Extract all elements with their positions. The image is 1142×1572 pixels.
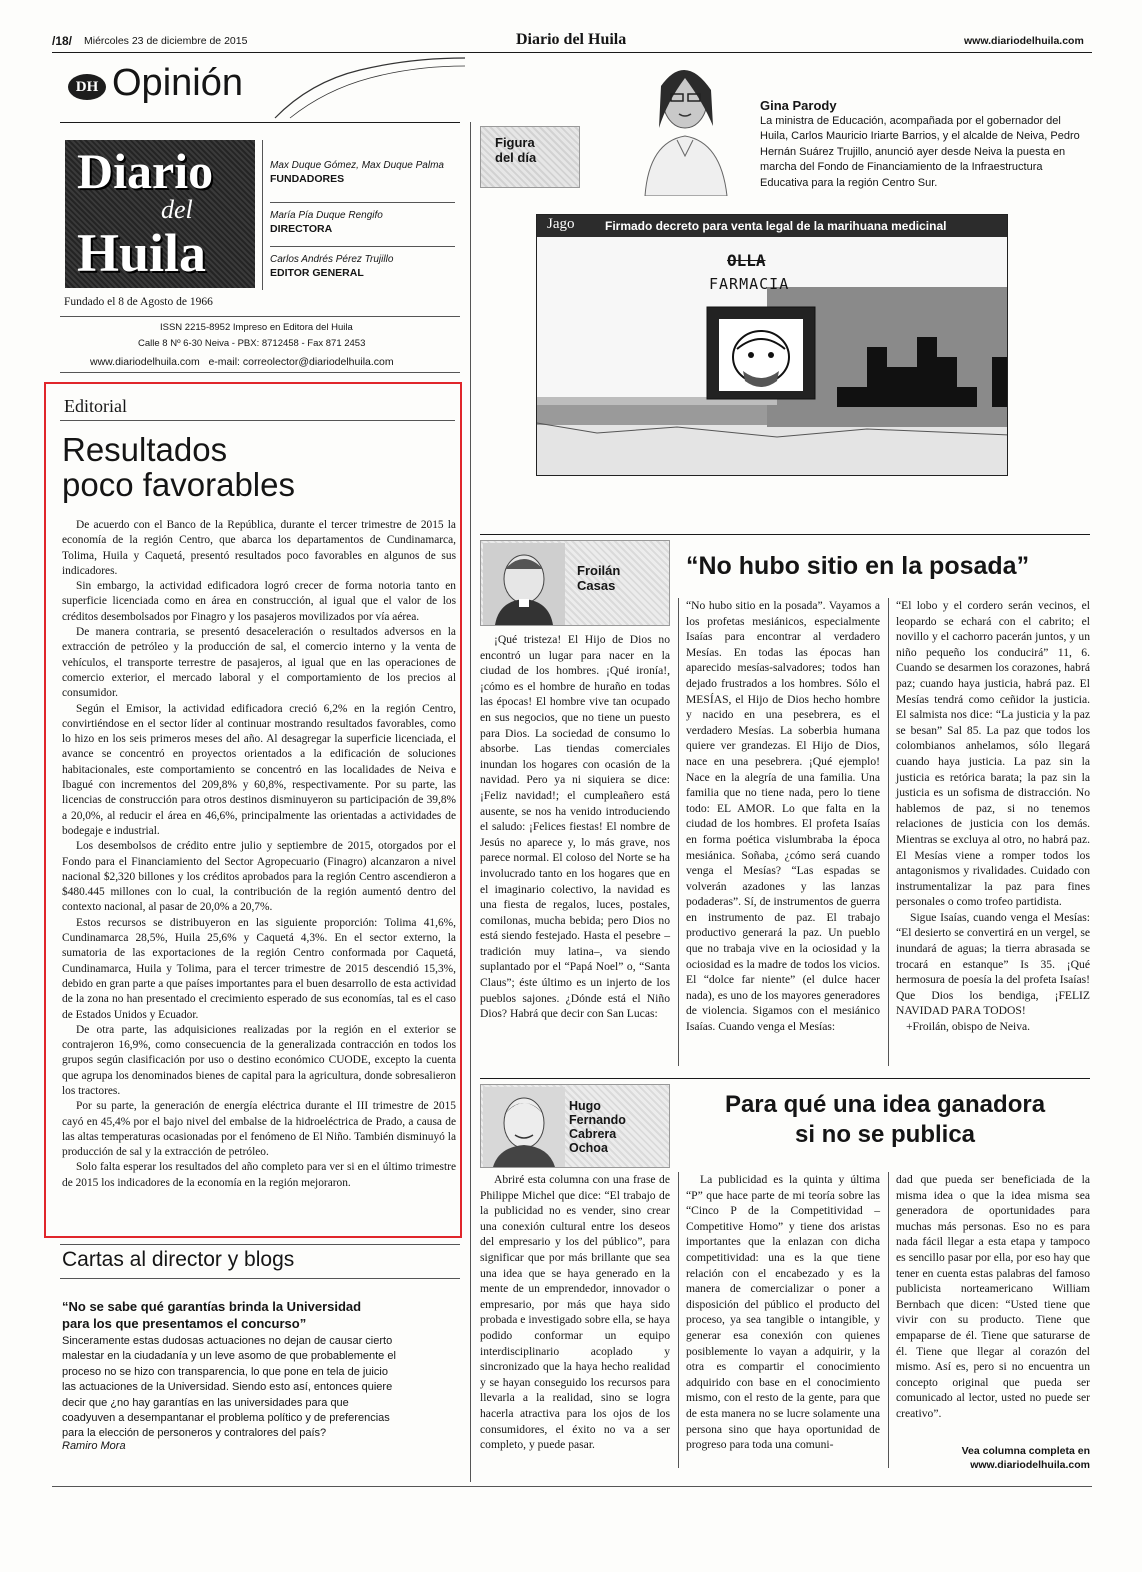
- cartoon-sign-new: FARMACIA: [709, 275, 790, 293]
- staff-director: [270, 210, 460, 254]
- froilan-signoff: +Froilán, obispo de Neiva.: [906, 1020, 1031, 1034]
- froilan-author-box: [480, 540, 670, 626]
- masthead-contact[interactable]: www.diariodelhuila.com e-mail: correolector@diariodelhuila.com: [90, 356, 394, 368]
- cabrera-author-box: [480, 1084, 670, 1168]
- cartoon-author: Jago: [547, 216, 575, 232]
- logo-line-diario: Diario: [77, 143, 214, 199]
- cartas-headline: “No se sabe qué garantías brinda la Universidad para los que presentamos el concurso”: [62, 1299, 362, 1331]
- cartas-section-title: Cartas al director y blogs: [62, 1248, 295, 1271]
- editorial-kicker: Editorial: [64, 396, 127, 416]
- cartoon-title: Firmado decreto para venta legal de la marihuana medicinal: [605, 219, 947, 233]
- staff-role: FUNDADORES: [270, 173, 345, 185]
- editorial-paragraph: Solo falta esperar los resultados del año completo para ver si en el último trimestre de 2015 los indicadores de la economía en la región mejoraron.: [62, 1161, 456, 1189]
- cabrera-col-b: La publicidad es la quinta y última “P” que hace parte de mi teoría sobre las “Cinco P de la Competitividad – Competitive Homo” y tiene dos aristas importantes que la enlazan con dicha competitividad: una es la que tiene relación con el encabezado y es la manera de comercializar o poner a disposición del público el producto del proceso, ya sea tangible o intangible, y generar esa conexión con quienes posiblemente lo vayan a adquirir, y la otra es compartir el conocimiento adquirido con base en el conocimiento mismo, con el resto de la gente, para que de esta manera no se lucre solamente una persona sino que haya oportunidad de progreso para toda una comuni-: [686, 1173, 880, 1452]
- editorial-paragraph: De acuerdo con el Banco de la República, durante el tercer trimestre de 2015 la economía de la región Centro, que abarca los departamentos de Cundinamarca, Tolima, Huila y Caquetá, presentó resultados poco favorables en algunos de sus indicadores.: [62, 519, 456, 577]
- figura-photo: [615, 56, 755, 196]
- cabrera-author-name: Hugo Fernando Cabrera Ochoa: [569, 1099, 626, 1155]
- cabrera-photo: [483, 1087, 565, 1167]
- editorial-paragraph: Por su parte, la generación de energía eléctrica durante el III trimestre de 2015 cayó en 45,4% por el bajo nivel del embalse de la hidroeléctrica de Prado, a causa de las altas temperaturas ocasionadas por el fenómeno de El Niño. También disminuyó la producción de sal y la extracción de petróleo.: [62, 1100, 456, 1159]
- froilan-col-b: “No hubo sitio en la posada”. Vayamos a los profetas mesiánicos, especialmente Isaías para encontrar al verdadero Mesías. En todas las épocas han aparecido mesías-salvadores; todos han dejado frustrados a los hombres. Sólo el MESÍAS, el Hijo de Dios hecho hombre y nacido en una pesebrera, es el verdadero Mesías. La soberbia humana quiere ver grandezas. El Hijo de Dios, nace en una pesebrera. ¡Qué ejemplo! Nace en la alegría de una familia. Una familia que no tiene nada, pero lo tiene todo: EL AMOR. Lo que falta en la ciudad de los hombres. El profeta Isaías en forma poética vislumbraba la época mesiánica. Soñaba, ¿cómo será cuando venga el Mesías? “Las espadas se volverán azadones y las lanzas podaderas”. Sí, de instrumentos de guerra en instrumento de paz. El trabajo productivo generará la paz. Un pueblo que no trabaja vive en la ociosidad y la ociosidad es la madre de todos los vicios. El “dolce far niente” (el dulce hacer nada), es uno de los mayores generadores de violencia. Sigamos con el mesiánico Isaías. Cuando venga el Mesías:: [686, 599, 880, 1034]
- logo-line-del: del: [161, 195, 193, 224]
- froilan-author-name: Froilán Casas: [577, 563, 621, 593]
- staff-editor: [270, 254, 460, 279]
- section-title: Opinión: [112, 62, 243, 104]
- staff-names: Carlos Andrés Pérez Trujillo: [270, 254, 394, 265]
- cartoon-drawing: [537, 237, 1008, 476]
- editorial-paragraph: Según el Emisor, la actividad edificadora creció 6,2% en la región Centro, convirtiéndose en el sector líder al continuar mostrando resultados favorables, como lo hizo en los seis primeros meses del año. Al desagregar la superficie licenciada, el avance se concentró en proyectos orientados a la edificación de soluciones habitacionales, este comportamiento se concentró en las localidades de Neiva e Ibagué con incrementos del 209,8% y 60,8%, respectivamente. Por su parte, las licencias de construcción para otros destinos disminuyeron su participación de 39,8% a 20,0%, al reducir el área en 46,6%, principalmente las orientadas a actividades de bodegaje e industrial.: [62, 702, 456, 837]
- figura-text: La ministra de Educación, acompañada por el gobernador del Huila, Carlos Mauricio Iriarte Barrios, y el alcalde de Neiva, Pedro Hernán Suárez Trujillo, anunció ayer desde Neiva la puesta en marcha del Fondo de Financiamiento de la Infraestructura Educativa para la región Centro Sur.: [760, 115, 1080, 189]
- cabrera-headline: Para qué una idea ganadora si no se publica: [724, 1091, 1046, 1148]
- masthead-founded: Fundado el 8 de Agosto de 1966: [64, 296, 213, 308]
- figura-name: Gina Parody: [760, 98, 837, 113]
- editorial-headline: Resultados poco favorables: [62, 431, 295, 503]
- staff-names: María Pía Duque Rengifo: [270, 210, 383, 221]
- froilan-col-c: “El lobo y el cordero serán vecinos, el leopardo se echará con el cabrito; el novillo y el cachorro pacerán juntos, y un niño pequeño los conducirá” 11, 6. Cuando se desarmen los corazones, habrá paz; cuando haya justicia, habrá paz. El Mesías tendrá como ceñidor la justicia. El salmista nos dice: “La justicia y la paz se besan” Sal 85. La paz que todos los colombianos anhelamos, sólo llegará cuando haya justicia. La paz sin la justicia es retórica barata; la paz sin la justicia es un sofisma de distracción. No hablemos de paz, si no tenemos relaciones de justicia con los demás. Mientras se excluya al otro, no habrá paz. El Mesías viene a romper todos los antagonismos y rivalidades. Cuidado con instrumentalizar la paz para fines personales o como trofeo partidista. Sigue Isaías, cuando venga el Mesías: “El desierto se convertirá en un vergel, se inundará de aguas; la tierra abrasada se trocará en estanque” Is 35. ¡Qué hermosura de poesía la del profeta Isaías! Que Dios los bendiga, ¡FELIZ NAVIDAD PARA TODOS! +Froilán, obispo de Neiva.: [896, 599, 1090, 1034]
- editorial-paragraph: De manera contraria, se presentó desaceleración o resultados adversos en la extracción de petróleo y la producción de sal, el comercio interno y la venta de vehículos, el transporte terrestre de pasajeros, al igual que en las operaciones de comercio exterior, el mercado laboral y el comportamiento de los precios al consumidor.: [62, 626, 456, 700]
- staff-role: EDITOR GENERAL: [270, 267, 364, 279]
- header-website[interactable]: www.diariodelhuila.com: [964, 35, 1084, 47]
- section-badge: DH: [68, 74, 106, 100]
- cartas-signature: Ramiro Mora: [62, 1440, 126, 1452]
- masthead-address: Calle 8 Nº 6-30 Neiva - PBX: 8712458 - Fax 871 2453: [138, 338, 366, 349]
- cabrera-col-a: Abriré esta columna con una frase de Philippe Michel que dice: “El trabajo de la publicidad no es vender, sino crear una conexión cultural entre los deseos del empresario y los del público”, para significar que por más brillante que sea una idea que se haya generado en la mente de un emprendedor, innovador o empresario, por más que haya sido probada e investigado sobre ella, se haya podido conformar un equipo interdisciplinario acoplado y sincronizado que la haya hecho realidad y se hayan conseguido los recursos para llevarla a la realidad, sino se logra hacerla atractiva para los ojos de los consumidores, el éxito no va a ser completo, y puede pasar.: [480, 1173, 670, 1452]
- page-header: [52, 31, 1092, 52]
- editorial-paragraph: Sin embargo, la actividad edificadora logró crecer de forma notoria tanto en superficie licenciada como en área en construcción, al igual que el valor de los créditos desembolsados por Finagro y los pasajeros movilizados por vía aérea.: [62, 580, 456, 623]
- editorial-body: [62, 518, 456, 1191]
- editorial-paragraph: Los desembolsos de crédito entre julio y septiembre de 2015, otorgados por el Fondo para el Financiamiento del Sector Agropecuario (Finagro) alcanzaron a nivel nacional $2,320 billones y los créditos aprobados para la región Centro ascendieron a $480.445 millones con lo cual, la contribución de la región aumentó dentro del contexto nacional, al pasar de 20,0% a 20,7%.: [62, 840, 456, 914]
- header-paper-name: Diario del Huila: [516, 31, 627, 48]
- masthead-staff: [270, 160, 460, 279]
- staff-role: DIRECTORA: [270, 223, 333, 235]
- froilan-headline: “No hubo sitio en la posada”: [686, 552, 1030, 580]
- cabrera-more-link[interactable]: Vea columna completa en www.diariodelhuila.com: [961, 1445, 1090, 1471]
- section-swoosh: [270, 52, 470, 122]
- cartoon-title-bar: [537, 215, 1008, 237]
- masthead-logo: [65, 140, 255, 288]
- staff-names: Max Duque Gómez, Max Duque Palma: [270, 160, 444, 171]
- froilan-photo: [483, 543, 565, 625]
- logo-line-huila: Huila: [77, 223, 207, 283]
- page-number: /18/: [52, 34, 73, 48]
- froilan-col-a: ¡Qué tristeza! El Hijo de Dios no encontró un lugar para nacer en la ciudad de los hombres. ¡Qué ironía!, ¡cómo es el hombre de huraño en todas las épocas! El hombre vive tan ocupado en sus negocios, que no tiene un puesto para Dios. La sociedad de consumo lo absorbe. Las tiendas comerciales inundan los hogares con ocasión de la navidad. Pero ya ni siquiera se dice: ¡Feliz navidad!; el cumpleañero está ausente, se nos ha venido introduciendo el saludo: ¡Felices fiestas! El nombre de Jesús no aparece y, lo más grave, nos parece normal. El coloso del Norte se ha involucrado tanto en los hogares que en el imaginario colectivo, la navidad es una fiesta de regalos, luces, postales, comilonas, mucha bebida; pero Dios no está siendo festejado. Hasta el pesebre –tradición muy latina–, va siendo suplantado por el “Papá Noel” o, “Santa Claus”; éste último es un injerto de los pueblos sajones. ¿Dónde está el Niño Dios? Habrá que decir con San Lucas:: [480, 633, 670, 1021]
- cartoon-sign-crossed: OLLA: [727, 251, 766, 270]
- cartoon-frame: [536, 214, 1008, 476]
- figura-label: Figura del día: [480, 126, 580, 188]
- cabrera-col-c: dad que pueda ser beneficiada de la misma idea o que la idea misma sea generadora de oportunidades para muchas más personas. Eso no es para nada fácil llegar a esta etapa y tampoco es sencillo pasar por ella, por eso hay que tener en cuenta estas palabras del famoso publicista norteamericano William Bernbach que dicen: “Usted tiene que vivir con su producto. Tiene que empaparse de él. Tiene que saturarse de él. Tiene que llegar al corazón del mismo. Así es, pero si no encuentra un concepto original que pueda ser comunicado al lector, usted no puede ser creativo”.: [896, 1173, 1090, 1420]
- cartas-body: Sinceramente estas dudosas actuaciones no dejan de causar cierto malestar en la ciudadanía y un leve asomo de que probablemente el proceso no se hizo con transparencia, lo que pone en tela de juicio las actuaciones de la Universidad. Siendo esto así, entonces quiere decir que ¿no hay garantías en las universidades para que coadyuven a desempantanar el problema político y de preferencias para la elección de personeros y contralores del país?: [62, 1335, 396, 1440]
- masthead-issn: ISSN 2215-8952 Impreso en Editora del Huila: [160, 322, 353, 333]
- header-date: Miércoles 23 de diciembre de 2015: [84, 35, 248, 47]
- editorial-paragraph: De otra parte, las adquisiciones realizadas por la región en el exterior se contrajeron 16,9%, como consecuencia de la generalizada contracción en todos los grupos según clasificación por uso o destino económico CUODE, excepto la cuenta que agrupa los denominados bienes de capital para la agricultura, donde sobresalieron los tractores.: [62, 1023, 456, 1097]
- editorial-paragraph: Estos recursos se distribuyeron en las siguiente proporción: Tolima 41,6%, Cundinamarca 28,5%, Huila 25,6% y Caquetá 4,3%. En el sector externo, la sumatoria de las exportaciones de la región Centro conformada por Caquetá, Cundinamarca, Huila y Tolima, para el tercer trimestre de 2015 descendió 15,3%, debido en gran parte a que países importantes para el buen desarrollo de esta actividad de la zona no han presentado el crecimiento esperado de sus economías, tal es el caso de Estados Unidos y Ecuador.: [62, 916, 456, 1021]
